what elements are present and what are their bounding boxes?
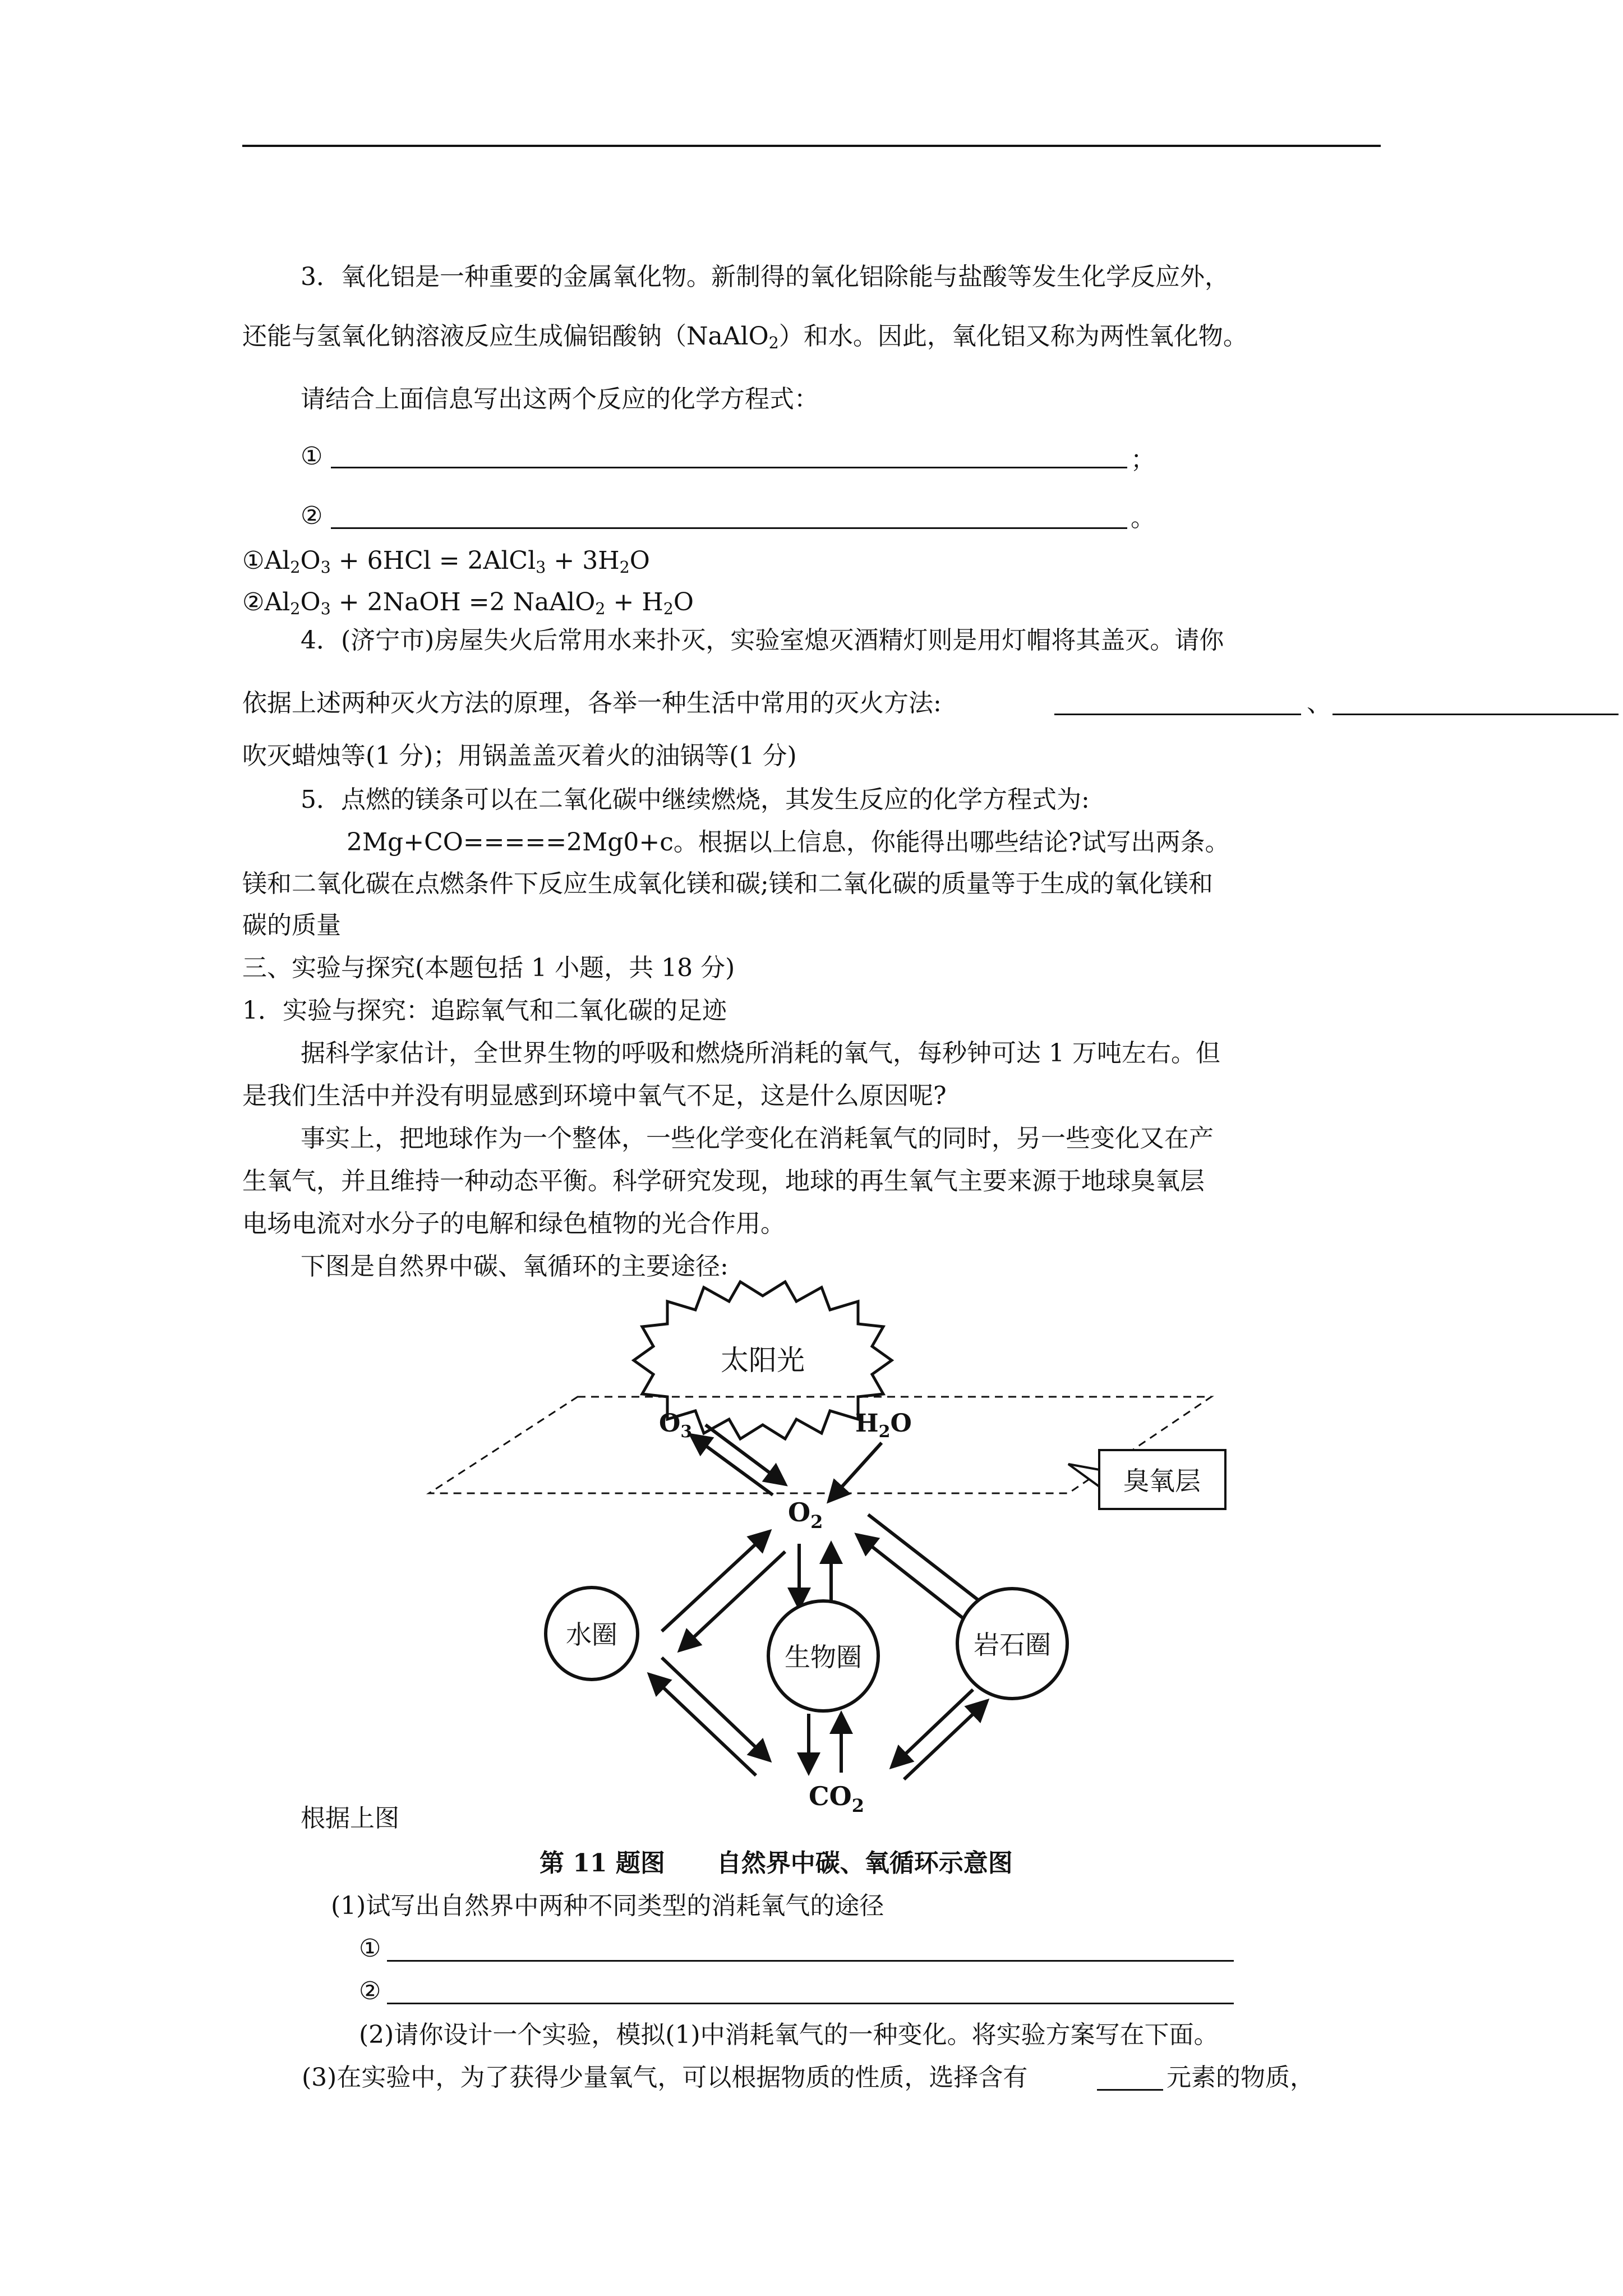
q5-line2: 2Mg+CO=====2Mg0+c。根据以上信息，你能得出哪些结论?试写出两条。 — [347, 828, 1230, 857]
sub-question-2: (2)请你设计一个实验，模拟(1)中消耗氧气的一种变化。将实验方案写在下面。 — [359, 2021, 1219, 2049]
q3-answer1: $①Al_2O_3 + 6HCl$ = 2AlCl$_3$ + $3H_2O$ — [242, 546, 650, 577]
q3-blank1-mark: ① — [301, 442, 323, 471]
section3-p1b: 是我们生活中并没有明显感到环境中氧气不足，这是什么原因呢? — [242, 1082, 947, 1110]
section3-p3: 下图是自然界中碳、氧循环的主要途径: — [301, 1252, 728, 1281]
arrow-h2o-to-o2 — [829, 1443, 882, 1501]
according-to-figure: 根据上图 — [301, 1804, 399, 1833]
q3-answer2: $②Al_2O_3$ + 2NaOH =2 NaAlO$_2$ + $H_2O$ — [242, 588, 694, 619]
sub-question-3-part2: 元素的物质， — [1166, 2063, 1315, 2092]
q3-line2: 还能与氢氧化钠溶液反应生成偏铝酸钠（NaAlO$_2$）和水。因此，氧化铝又称为两性氧化物。 — [242, 322, 1248, 353]
section3-p2c: 电场电流对水分子的电解和绿色植物的光合作用。 — [242, 1209, 785, 1238]
figure-caption: 第 11 题图 自然界中碳、氧循环示意图 — [540, 1849, 1013, 1878]
section3-p2b: 生氧气，并且维持一种动态平衡。科学研究发现，地球的再生氧气主要来源于地球臭氧层 — [242, 1167, 1205, 1195]
q4-line2: 依据上述两种灭火方法的原理，各举一种生活中常用的灭火方法: — [242, 689, 942, 717]
sub1-blank2[interactable] — [387, 2003, 1234, 2004]
lithosphere-label: 岩石圈 — [974, 1630, 1051, 1660]
q3-line1: 3．氧化铝是一种重要的金属氧化物。新制得的氧化铝除能与盐酸等发生化学反应外， — [301, 263, 1229, 291]
co2-label: $CO_2$ — [809, 1781, 864, 1816]
o2-label: $O_2$ — [788, 1497, 823, 1533]
sub-question-3-part1: (3)在实验中，为了获得少量氧气，可以根据物质的性质，选择含有 — [302, 2063, 1028, 2092]
section3-title: 三、实验与探究(本题包括 1 小题，共 18 分) — [242, 954, 735, 982]
sun-label: 太阳光 — [721, 1344, 805, 1377]
q4-answer: 吹灭蜡烛等(1 分)；用锅盖盖灭着火的油锅等(1 分) — [242, 742, 797, 770]
arrow-hydro-to-co2 — [662, 1658, 769, 1760]
q5-answer1: 镁和二氧化碳在点燃条件下反应生成氧化镁和碳;镁和二氧化碳的质量等于生成的氧化镁和 — [242, 869, 1213, 898]
sub-question-1: (1)试写出自然界中两种不同类型的消耗氧气的途径 — [331, 1892, 884, 1920]
arrow-co2-to-litho — [904, 1701, 987, 1779]
section3-p2a: 事实上，把地球作为一个整体，一些化学变化在消耗氧气的同时，另一些变化又在产 — [301, 1124, 1214, 1153]
sub1-blank1-mark: ① — [359, 1934, 381, 1963]
q3-blank1-end: ； — [1131, 445, 1155, 474]
q3-blank2-end: 。 — [1131, 504, 1155, 532]
q4-separator: 、 — [1307, 689, 1331, 717]
q4-line1: 4．(济宁市)房屋失火后常用水来扑灭，实验室熄灭酒精灯则是用灯帽将其盖灭。请你 — [301, 626, 1224, 655]
q3-line3: 请结合上面信息写出这两个反应的化学方程式： — [301, 385, 819, 413]
section3-q1-title: 1．实验与探究：追踪氧气和二氧化碳的足迹 — [242, 996, 727, 1025]
q5-line1: 5．点燃的镁条可以在二氧化碳中继续燃烧，其发生反应的化学方程式为: — [301, 785, 1090, 814]
sub1-blank1[interactable] — [387, 1960, 1234, 1962]
biosphere-label: 生物圈 — [785, 1642, 862, 1672]
h2o-label: $H_2O$ — [855, 1409, 912, 1442]
o3-label: $O_3$ — [659, 1409, 693, 1442]
arrow-co2-to-hydro — [649, 1674, 756, 1775]
q5-answer2: 碳的质量 — [242, 911, 341, 940]
section3-p1a: 据科学家估计，全世界生物的呼吸和燃烧所消耗的氧气，每秒钟可达 1 万吨左右。但 — [301, 1039, 1220, 1068]
hydrosphere-label: 水圈 — [566, 1619, 617, 1650]
sub1-blank2-mark: ② — [359, 1977, 381, 2005]
arrow-litho-to-co2 — [892, 1690, 973, 1767]
ozone-layer-label: 臭氧层 — [1123, 1466, 1201, 1496]
sub3-element-blank[interactable] — [1097, 2089, 1163, 2091]
q3-blank2-mark: ② — [301, 501, 323, 530]
